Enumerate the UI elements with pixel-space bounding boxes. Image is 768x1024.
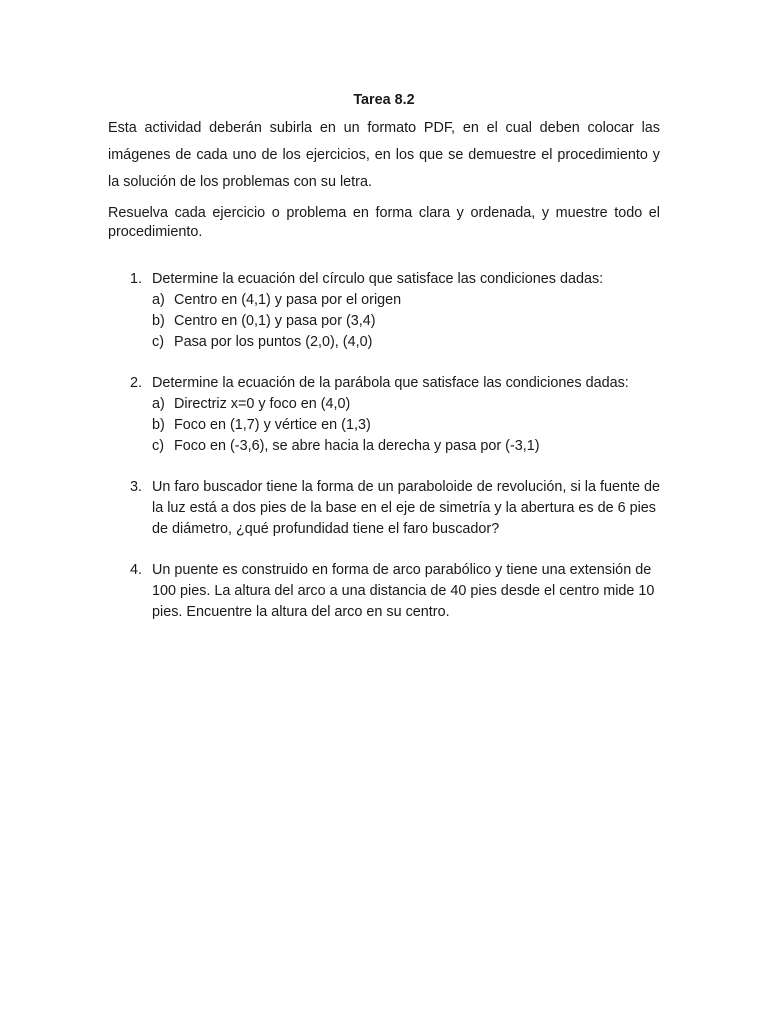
- document-title: Tarea 8.2: [353, 92, 415, 108]
- instructions-paragraph: Resuelva cada ejercicio o problema en forma clara y ordenada, y muestre todo el procedimiento.: [108, 205, 660, 240]
- intro-paragraph: Esta actividad deberán subirla en un formato PDF, en el cual deben colocar las imágenes de cada uno de los ejercicios, en los que se demuestre el procedimiento y la solución de los problemas con su letra.: [108, 120, 660, 190]
- sub-problem-text: Directriz x=0 y foco en (4,0): [174, 396, 351, 412]
- sub-problem-item: [152, 394, 660, 415]
- sub-problem-letter: c): [152, 438, 164, 454]
- sub-problem-item: [152, 311, 660, 332]
- problem-text: Determine la ecuación de la parábola que satisface las condiciones dadas:: [152, 375, 629, 391]
- problem-item: [108, 269, 660, 353]
- sub-problem-text: Foco en (-3,6), se abre hacia la derecha y pasa por (-3,1): [174, 438, 540, 454]
- problem-list: [108, 269, 660, 623]
- problem-number: 4.: [130, 562, 143, 578]
- problem-item: [108, 477, 660, 540]
- problem-item: [108, 373, 660, 457]
- sub-problem-list: [152, 290, 660, 353]
- sub-problem-text: Foco en (1,7) y vértice en (1,3): [174, 417, 371, 433]
- problem-number: 1.: [130, 271, 143, 287]
- sub-problem-item: [152, 332, 660, 353]
- sub-problem-list: [152, 394, 660, 457]
- sub-problem-letter: c): [152, 334, 164, 350]
- problem-item: [108, 560, 660, 623]
- sub-problem-text: Pasa por los puntos (2,0), (4,0): [174, 334, 373, 350]
- sub-problem-letter: b): [152, 417, 165, 433]
- sub-problem-letter: a): [152, 292, 165, 308]
- sub-problem-text: Centro en (4,1) y pasa por el origen: [174, 292, 402, 308]
- sub-problem-letter: a): [152, 396, 165, 412]
- problem-number: 2.: [130, 375, 143, 391]
- problem-text: Un puente es construido en forma de arco parabólico y tiene una extensión de 100 pies. La altura del arco a una distancia de 40 pies desde el centro mide 10 pies. Encuentre la altura del arco en su centro.: [152, 562, 655, 620]
- problem-text: Un faro buscador tiene la forma de un paraboloide de revolución, si la fuente de la luz está a dos pies de la base en el eje de simetría y la abertura es de 6 pies de diámetro, ¿qué profundidad tiene el faro buscador?: [152, 479, 660, 537]
- problem-number: 3.: [130, 479, 143, 495]
- sub-problem-item: [152, 415, 660, 436]
- sub-problem-item: [152, 290, 660, 311]
- sub-problem-letter: b): [152, 313, 165, 329]
- sub-problem-text: Centro en (0,1) y pasa por (3,4): [174, 313, 376, 329]
- problem-text: Determine la ecuación del círculo que satisface las condiciones dadas:: [152, 271, 604, 287]
- sub-problem-item: [152, 436, 660, 457]
